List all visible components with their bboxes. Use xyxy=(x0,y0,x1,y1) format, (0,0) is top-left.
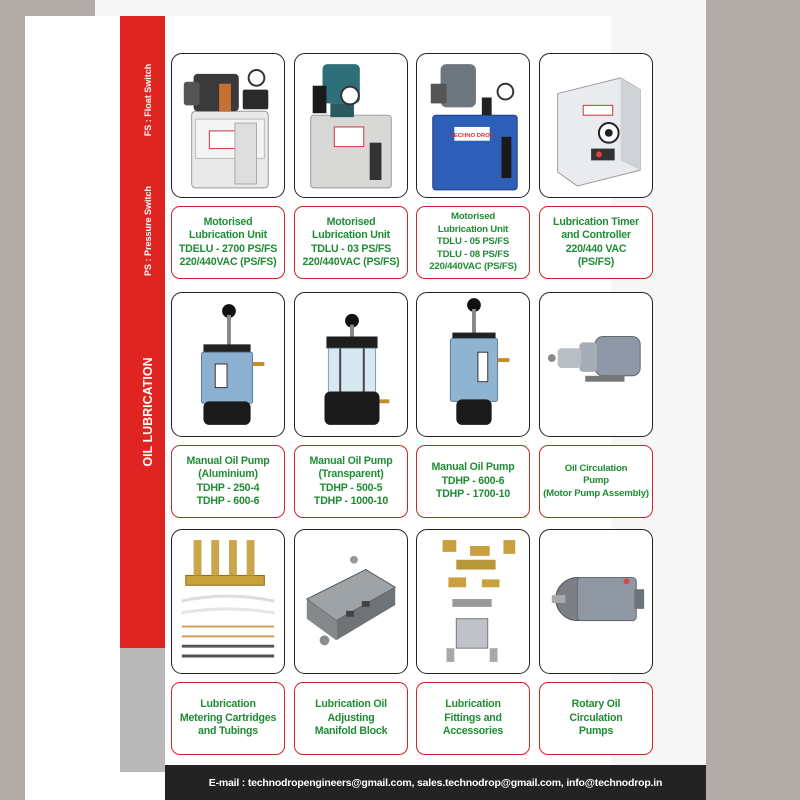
label-line: Lubrication Unit xyxy=(437,223,509,235)
label-line: Rotary Oil xyxy=(571,698,621,711)
label-line: Lubrication Timer xyxy=(553,215,639,228)
label-line: TDLU - 03 PS/FS xyxy=(311,242,391,255)
motorised-lubrication-unit-image xyxy=(172,54,284,197)
product-image-manual-pump xyxy=(416,292,530,437)
metering-cartridges-image xyxy=(172,530,284,673)
label-line: Circulation xyxy=(569,711,623,724)
product-label-oil-circulation-pump xyxy=(539,445,653,518)
label-line: Accessories xyxy=(442,725,504,738)
product-image-manual-pump-transparent xyxy=(294,292,408,437)
label-line: TDHP - 500-5 xyxy=(319,481,383,494)
product-image-tdelu-2700 xyxy=(171,53,285,198)
label-line: Motorised xyxy=(203,215,253,228)
product-label-fittings xyxy=(416,682,530,755)
product-label-manifold-block xyxy=(294,682,408,755)
label-line: (Motor Pump Assembly) xyxy=(543,487,649,499)
label-line: (Aluminium) xyxy=(198,468,258,481)
label-line: TDHP - 1700-10 xyxy=(435,488,511,501)
product-label-manual-pump-transparent xyxy=(294,445,408,518)
label-line: Manual Oil Pump xyxy=(431,461,515,474)
label-line: TDHP - 600-6 xyxy=(441,474,505,487)
fittings-image xyxy=(417,530,529,673)
label-line: Metering Cartridges xyxy=(179,711,277,724)
manual-oil-pump-image xyxy=(295,293,407,436)
product-label-metering-cartridges xyxy=(171,682,285,755)
label-line: Motorised xyxy=(326,215,376,228)
label-line: Lubrication xyxy=(200,698,256,711)
product-image-tdlu-03 xyxy=(294,53,408,198)
product-image-rotary-pump xyxy=(539,529,653,674)
sidebar-grey-block xyxy=(120,648,165,772)
label-line: Pumps xyxy=(578,725,614,738)
motorised-lubrication-unit-image xyxy=(295,54,407,197)
label-line: 220/440VAC (PS/FS) xyxy=(429,261,517,273)
label-line: 220/440VAC (PS/FS) xyxy=(302,255,400,268)
label-line: Pump xyxy=(583,475,609,487)
label-line: Lubrication Unit xyxy=(311,229,390,242)
label-line: Adjusting xyxy=(327,711,375,724)
float-switch-note: FS : Float Switch xyxy=(143,63,153,137)
product-label-timer-controller xyxy=(539,206,653,279)
product-label-rotary-pump xyxy=(539,682,653,755)
product-label-tdlu-05-08 xyxy=(416,206,530,279)
label-line: TDHP - 600-6 xyxy=(196,494,260,507)
label-line: and Controller xyxy=(561,229,631,242)
label-line: Motorised xyxy=(450,211,496,223)
label-line: (Transparent) xyxy=(318,468,384,481)
label-line: Lubrication Oil xyxy=(315,698,387,711)
product-label-manual-pump xyxy=(416,445,530,518)
label-line: 220/440 VAC xyxy=(565,242,627,255)
product-image-manual-pump-aluminium xyxy=(171,292,285,437)
product-image-manifold-block xyxy=(294,529,408,674)
pressure-switch-note: PS : Pressure Switch xyxy=(143,185,153,277)
label-line: TDHP - 250-4 xyxy=(196,481,260,494)
label-line: Lubrication xyxy=(445,698,501,711)
product-label-tdlu-03 xyxy=(294,206,408,279)
product-image-metering-cartridges xyxy=(171,529,285,674)
label-line: Lubrication Unit xyxy=(188,229,267,242)
label-line: and Tubings xyxy=(198,725,258,738)
product-image-tdlu-05-08 xyxy=(416,53,530,198)
label-line: TDHP - 1000-10 xyxy=(313,494,389,507)
timer-controller-image xyxy=(540,54,652,197)
label-line: Fittings and xyxy=(444,711,502,724)
manifold-block-image xyxy=(295,530,407,673)
label-line: (PS/FS) xyxy=(577,255,615,268)
label-line: Manifold Block xyxy=(314,725,388,738)
label-line: Oil Circulation xyxy=(564,462,628,474)
rotary-pump-image xyxy=(540,530,652,673)
motorised-lubrication-unit-image xyxy=(417,54,529,197)
label-line: 220/440VAC (PS/FS) xyxy=(179,255,277,268)
label-line: TDELU - 2700 PS/FS xyxy=(178,242,278,255)
product-label-tdelu-2700 xyxy=(171,206,285,279)
manual-oil-pump-image xyxy=(417,293,529,436)
manual-oil-pump-image xyxy=(172,293,284,436)
product-image-timer-controller xyxy=(539,53,653,198)
label-line: Manual Oil Pump xyxy=(186,454,270,467)
product-image-fittings xyxy=(416,529,530,674)
product-image-oil-circulation-pump xyxy=(539,292,653,437)
brand-label: TECHNO DROP xyxy=(450,132,494,139)
product-label-manual-pump-aluminium xyxy=(171,445,285,518)
label-line: Manual Oil Pump xyxy=(309,454,393,467)
category-title: OIL LUBRICATION xyxy=(141,357,155,467)
label-line: TDLU - 05 PS/FS xyxy=(436,236,510,248)
circulation-pump-image xyxy=(540,293,652,436)
footer-contact: E-mail : technodropengineers@gmail.com, sales.technodrop@gmail.com, info@technodrop.in xyxy=(208,776,663,789)
label-line: TDLU - 08 PS/FS xyxy=(436,248,510,260)
